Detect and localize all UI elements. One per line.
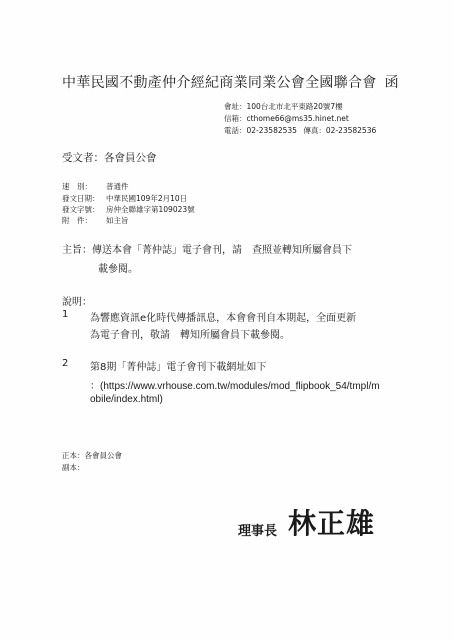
signature-name: 林正雄 [288,507,376,540]
item-2-url-line-2: obile/index.html) [90,394,163,405]
org-name: 中華民國不動產仲介經紀商業同業公會全國聯合會 [62,75,377,91]
meta-attachment: 附 件： 如主旨 [62,216,129,225]
explanation-label: 說明： [62,297,92,308]
item-1-line-2: 為電子會刊，敬請 轉知所屬會員下載參閱。 [90,330,290,341]
item-2-number: 2 [62,358,69,369]
meta-speed: 速 別： 普通件 [62,182,129,191]
subject-line-2: 載參閱。 [98,264,138,275]
contact-email: 信箱：cthome66@ms35.hinet.net [224,114,349,123]
copies-cc: 副本： [62,463,85,472]
document-title [62,72,399,92]
contact-phone-fax: 電話：02-23582535 傳真：02-23582536 [224,126,377,135]
item-2-url-line-1: ：(https://www.vrhouse.com.tw/modules/mod_flipbook_54/tmpl/m [90,381,380,392]
meta-date: 發文日期： 中華民國109年2月10日 [62,194,188,203]
item-1-line-1: 為響應資訊e化時代傳播訊息，本會會刊自本期起，全面更新 [90,313,357,324]
item-1-number: 1 [62,309,69,320]
doc-type: 函 [384,75,399,91]
recipient: 受文者：各會員公會 [62,152,157,164]
contact-address: 會址：100台北市北平東路20號7樓 [224,102,343,111]
subject-label: 主旨： [62,245,92,256]
copies-main: 正本：各會員公會 [62,451,122,460]
subject-line-1: 主旨：傳送本會「菁仲誌」電子會刊，請 查照並轉知所屬會員下 [62,245,352,256]
meta-number: 發文字號： 房仲全聯雄字第109023號 [62,205,195,214]
signature-role: 理事長 [238,524,278,539]
item-2-line-1: 第8期「菁仲誌」電子會刊下載網址如下 [90,362,267,373]
